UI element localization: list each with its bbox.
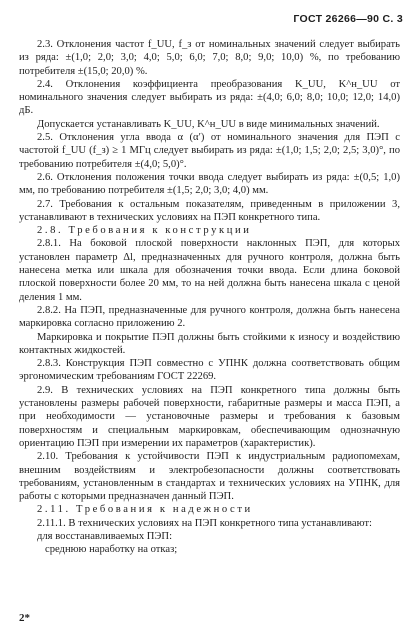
document-body	[19, 38, 400, 557]
paragraph: 2.6. Отклонения положения точки ввода следует выбирать из ряда: ±(0,5; 1,0) мм, по требованию потребителя ±(1,5; 2,0; 3,0; 4,0) мм.	[19, 171, 400, 197]
paragraph: 2.8.3. Конструкция ПЭП совместно с УПНК должна соответствовать общим эргономическим требованиям ГОСТ 22269.	[19, 358, 400, 383]
section-heading: 2.11. Требования к надежности	[37, 504, 253, 516]
paragraph: 2.11.1. В технических условиях на ПЭП конкретного типа устанавливают:	[37, 517, 372, 529]
paragraph: Допускается устанавливать K_UU, K^н_UU в виде минимальных значений.	[37, 118, 380, 130]
paragraph: 2.8.2. На ПЭП, предназначенные для ручного контроля, должна быть нанесена маркировка согласно приложению 2.	[19, 304, 400, 330]
paragraph: 2.4. Отклонения коэффициента преобразования K_UU, K^н_UU от номинального значения следует выбирать из ряда: ±(4,0; 6,0; 8,0; 10,0; 12,0; 14,0) дБ.	[19, 78, 400, 117]
list-item: среднюю наработку на отказ;	[45, 544, 178, 556]
page-signature: 2*	[19, 612, 30, 624]
paragraph: 2.8.1. На боковой плоской поверхности наклонных ПЭП, для которых установлен параметр Δl, предназначенных для ручного контроля, должна быть нанесена метка или шкала для обозначения точки ввода. Если длина боковой плоской поверхности более 20 мм, то на ней должна быть нанесена шкала с ценой деления 1 мм.	[19, 238, 400, 303]
paragraph: 2.7. Требования к остальным показателям, приведенным в приложении 3, устанавливают в технических условиях на ПЭП конкретного типа.	[19, 198, 400, 223]
paragraph: Маркировка и покрытие ПЭП должны быть стойкими к износу и воздействию контактных жидкостей.	[19, 331, 400, 356]
page-header: ГОСТ 26266—90 С. 3	[293, 13, 403, 25]
paragraph: 2.9. В технических условиях на ПЭП конкретного типа должны быть установлены размеры рабочей поверхности, габаритные размеры и масса ПЭП, а при необходимости — установочные размеры и требования к базовым поверхностям и специальным маркировкам, обеспечивающим однозначную ориентацию ПЭП при измерении их параметров (характеристик).	[19, 384, 400, 449]
section-heading: 2.8. Требования к конструкции	[37, 225, 252, 237]
paragraph: 2.5. Отклонения угла ввода α (α′) от номинального значения для ПЭП с частотой f_UU (f_з) ≥ 1 МГц следует выбирать из ряда: ±(1,0; 1,5; 2,0; 2,5; 3,0)°, по требованию потребителя ±(4,0; 5,0)°.	[19, 132, 400, 170]
paragraph: 2.3. Отклонения частот f_UU, f_з от номинальных значений следует выбирать из ряда: ±(1,0; 2,0; 3,0; 4,0; 5,0; 6,0; 7,0; 8,0; 9,0; 10,0) %, по требованию потребителя ±(15,0; 20,0) %.	[19, 39, 400, 77]
paragraph: 2.10. Требования к устойчивости ПЭП к индустриальным радиопомехам, внешним воздействиям и электробезопасности должны соответствовать требованиям, установленным в стандартах и технических условиях на УПНК, для работы с которыми предназначен данный ПЭП.	[19, 451, 400, 503]
list-item: для восстанавливаемых ПЭП:	[37, 530, 173, 542]
